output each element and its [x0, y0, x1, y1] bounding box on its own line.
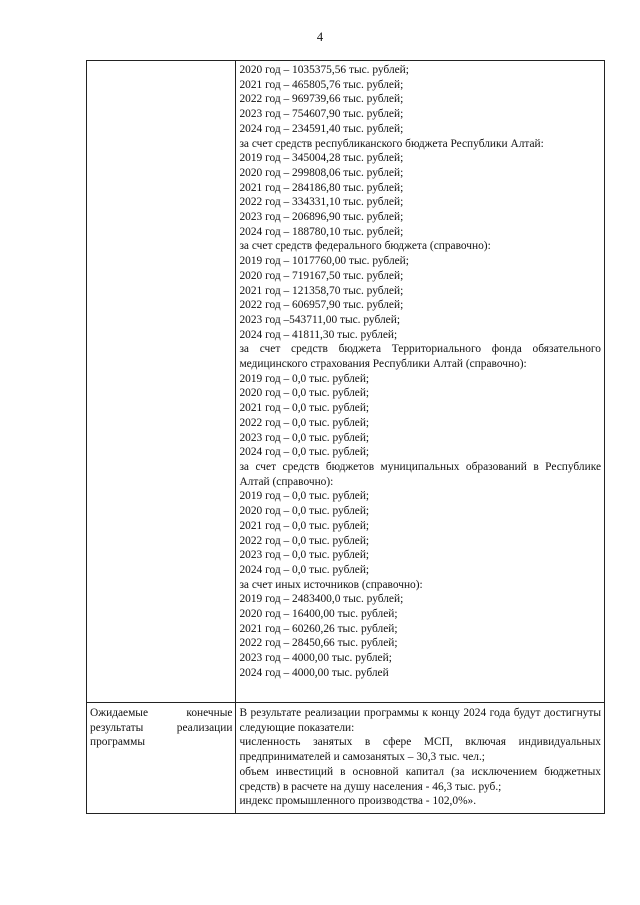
funding-line: 2024 год – 41811,30 тыс. рублей; — [239, 328, 398, 341]
funding-line: 2019 год – 0,0 тыс. рублей; — [239, 490, 370, 503]
expected-results-label: Ожидаемые конечные результаты реализации программы — [87, 703, 236, 814]
funding-line: 2020 год – 0,0 тыс. рублей; — [239, 387, 370, 400]
funding-line: 2021 год – 121358,70 тыс. рублей; — [239, 284, 404, 297]
funding-line: 2020 год – 1035375,56 тыс. рублей; — [239, 64, 409, 76]
funding-line: 2022 год – 334331,10 тыс. рублей; — [239, 196, 404, 209]
funding-line: 2021 год – 465805,76 тыс. рублей; — [239, 78, 404, 91]
funding-line: 2020 год – 719167,50 тыс. рублей; — [239, 269, 404, 282]
funding-line: 2021 год – 284186,80 тыс. рублей; — [239, 181, 404, 194]
financing-left-cell — [87, 61, 236, 703]
funding-line: 2021 год – 0,0 тыс. рублей; — [239, 402, 370, 415]
funding-line: 2023 год – 206896,90 тыс. рублей; — [239, 211, 404, 224]
funding-line: 2023 год – 0,0 тыс. рублей; — [239, 549, 370, 562]
results-item-industrial-index: индекс промышленного производства - 102,0%». — [239, 795, 477, 808]
funding-line: 2023 год – 0,0 тыс. рублей; — [239, 431, 370, 444]
program-passport-table — [86, 60, 605, 814]
financing-lines-b — [239, 372, 601, 460]
page-number: 4 — [316, 30, 324, 44]
funding-line: 2022 год – 969739,66 тыс. рублей; — [239, 93, 404, 106]
funding-line: 2019 год – 0,0 тыс. рублей; — [239, 372, 370, 385]
funding-line: 2022 год – 606957,90 тыс. рублей; — [239, 299, 404, 312]
funding-line: 2023 год –543711,00 тыс. рублей; — [239, 313, 400, 326]
funding-line: 2024 год – 0,0 тыс. рублей; — [239, 563, 370, 576]
funding-line: 2019 год – 2483400,0 тыс. рублей; — [239, 593, 404, 606]
funding-line: за счет средств федерального бюджета (справочно): — [239, 240, 491, 253]
funding-line: 2019 год – 1017760,00 тыс. рублей; — [239, 255, 409, 268]
funding-line: 2022 год – 28450,66 тыс. рублей; — [239, 637, 398, 650]
table-row-expected-results — [87, 703, 605, 814]
financing-lines-a — [239, 63, 601, 342]
results-item-employment: численность занятых в сфере МСП, включая индивидуальных предпринимателей и самозанятых – 30,3 тыс. чел.; — [239, 736, 601, 764]
funding-line: 2020 год – 16400,00 тыс. рублей; — [239, 608, 398, 621]
results-item-investment: объем инвестиций в основной капитал (за исключением бюджетных средств) в расчете на душу населения - 46,3 тыс. руб.; — [239, 765, 601, 793]
table-row-financing — [87, 61, 605, 703]
funding-line: 2020 год – 0,0 тыс. рублей; — [239, 505, 370, 518]
funding-line: 2021 год – 0,0 тыс. рублей; — [239, 519, 370, 532]
funding-line: за счет средств республиканского бюджета Республики Алтай: — [239, 137, 544, 150]
funding-line: 2024 год – 188780,10 тыс. рублей; — [239, 225, 404, 238]
municipal-funding-paragraph: за счет средств бюджетов муниципальных образований в Республике Алтай (справочно): — [239, 460, 601, 488]
funding-line: 2024 год – 4000,00 тыс. рублей — [239, 666, 389, 679]
financing-right-cell — [236, 61, 605, 703]
funding-line: 2024 год – 0,0 тыс. рублей; — [239, 446, 370, 459]
funding-line: 2019 год – 345004,28 тыс. рублей; — [239, 152, 404, 165]
funding-line: 2022 год – 0,0 тыс. рублей; — [239, 534, 370, 547]
funding-line: 2021 год – 60260,26 тыс. рублей; — [239, 622, 398, 635]
funding-line: 2022 год – 0,0 тыс. рублей; — [239, 416, 370, 429]
financing-lines-c — [239, 489, 601, 680]
funding-line: 2024 год – 234591,40 тыс. рублей; — [239, 122, 404, 135]
results-intro: В результате реализации программы к концу 2024 года будут достигнуты следующие показатели: — [239, 707, 601, 734]
funding-line: 2023 год – 754607,90 тыс. рублей; — [239, 108, 404, 121]
funding-line: 2020 год – 299808,06 тыс. рублей; — [239, 166, 404, 179]
funding-line: за счет иных источников (справочно): — [239, 578, 423, 591]
expected-results-text — [236, 703, 605, 814]
funding-line: 2023 год – 4000,00 тыс. рублей; — [239, 652, 392, 665]
tfoms-funding-paragraph: за счет средств бюджета Территориального фонда обязательного медицинского страхования Республики Алтай (справочно): — [239, 343, 601, 371]
